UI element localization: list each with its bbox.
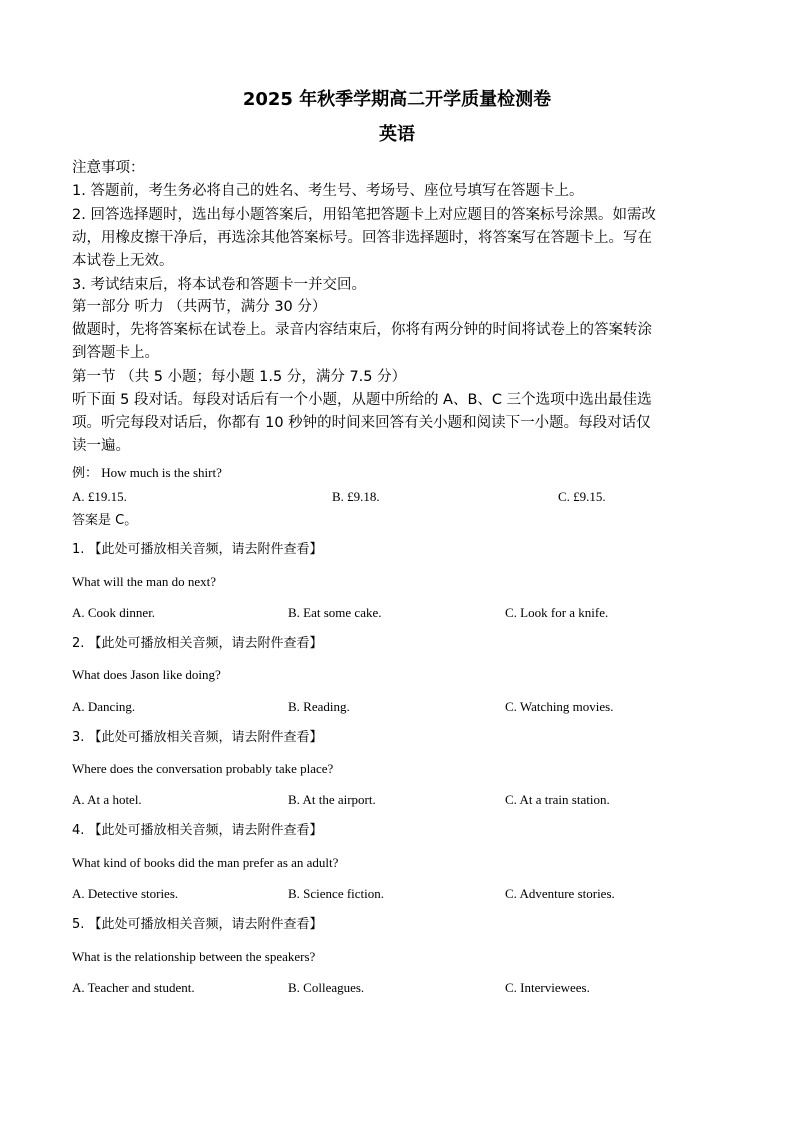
notice-item-2-line-2: 动，用橡皮擦干净后，再选涂其他答案标号。回答非选择题时，将答案写在答题卡上。写在 xyxy=(72,230,652,246)
question-1-audio-link[interactable]: 1. 【此处可播放相关音频，请去附件查看】 xyxy=(72,542,323,557)
example-question: 例： How much is the shirt? xyxy=(72,465,222,480)
notice-item-3: 3. 考试结束后，将本试卷和答题卡一并交回。 xyxy=(72,277,366,293)
notice-item-2-line-3: 本试卷上无效。 xyxy=(72,253,174,269)
question-3-option-b: B. At the airport. xyxy=(288,792,376,807)
question-1-option-c: C. Look for a knife. xyxy=(505,605,609,620)
question-4-text: What kind of books did the man prefer as an adult? xyxy=(72,855,339,870)
question-2-text: What does Jason like doing? xyxy=(72,667,221,682)
question-3-audio-link[interactable]: 3. 【此处可播放相关音频，请去附件查看】 xyxy=(72,730,323,745)
question-1-option-a: A. Cook dinner. xyxy=(72,605,156,620)
example-answer: 答案是 C。 xyxy=(72,513,138,528)
question-1-text: What will the man do next? xyxy=(72,574,217,589)
question-2-option-c: C. Watching movies. xyxy=(505,699,614,714)
question-4-audio-link[interactable]: 4. 【此处可播放相关音频，请去附件查看】 xyxy=(72,823,323,838)
part1-desc-line-2: 到答题卡上。 xyxy=(72,345,159,361)
section1-heading: 第一节 （共 5 小题；每小题 1.5 分，满分 7.5 分） xyxy=(72,369,407,385)
question-5-audio-link[interactable]: 5. 【此处可播放相关音频，请去附件查看】 xyxy=(72,917,323,932)
example-option-c: C. £9.15. xyxy=(558,489,606,504)
question-3-text: Where does the conversation probably take place? xyxy=(72,761,334,776)
question-5-option-c: C. Interviewees. xyxy=(505,980,590,995)
question-2-option-b: B. Reading. xyxy=(288,699,350,714)
question-5-option-b: B. Colleagues. xyxy=(288,980,365,995)
example-option-a: A. £19.15. xyxy=(72,489,127,504)
example-option-b: B. £9.18. xyxy=(332,489,380,504)
section1-desc-line-1: 听下面 5 段对话。每段对话后有一个小题，从题中所给的 A、B、C 三个选项中选出最佳选 xyxy=(72,392,652,408)
exam-subject: 英语 xyxy=(379,124,415,145)
section1-desc-line-2: 项。听完每段对话后，你都有 10 秒钟的时间来回答有关小题和阅读下一小题。每段对话仅 xyxy=(72,415,651,431)
notice-item-1: 1. 答题前，考生务必将自己的姓名、考生号、考场号、座位号填写在答题卡上。 xyxy=(72,183,584,199)
exam-title: 2025 年秋季学期高二开学质量检测卷 xyxy=(242,89,552,110)
question-4-option-c: C. Adventure stories. xyxy=(505,886,615,901)
question-3-option-c: C. At a train station. xyxy=(505,792,610,807)
notice-item-2-line-1: 2. 回答选择题时，选出每小题答案后，用铅笔把答题卡上对应题目的答案标号涂黑。如需改 xyxy=(72,207,656,223)
question-4-option-a: A. Detective stories. xyxy=(72,886,179,901)
question-2-audio-link[interactable]: 2. 【此处可播放相关音频，请去附件查看】 xyxy=(72,636,323,651)
question-5-text: What is the relationship between the speakers? xyxy=(72,949,316,964)
notice-heading: 注意事项： xyxy=(72,160,145,176)
question-4-option-b: B. Science fiction. xyxy=(288,886,385,901)
section1-desc-line-3: 读一遍。 xyxy=(72,438,130,454)
question-1-option-b: B. Eat some cake. xyxy=(288,605,382,620)
question-2-option-a: A. Dancing. xyxy=(72,699,136,714)
question-5-option-a: A. Teacher and student. xyxy=(72,980,195,995)
part1-heading: 第一部分 听力 （共两节，满分 30 分） xyxy=(72,299,327,315)
question-3-option-a: A. At a hotel. xyxy=(72,792,142,807)
part1-desc-line-1: 做题时，先将答案标在试卷上。录音内容结束后，你将有两分钟的时间将试卷上的答案转涂 xyxy=(72,322,652,338)
